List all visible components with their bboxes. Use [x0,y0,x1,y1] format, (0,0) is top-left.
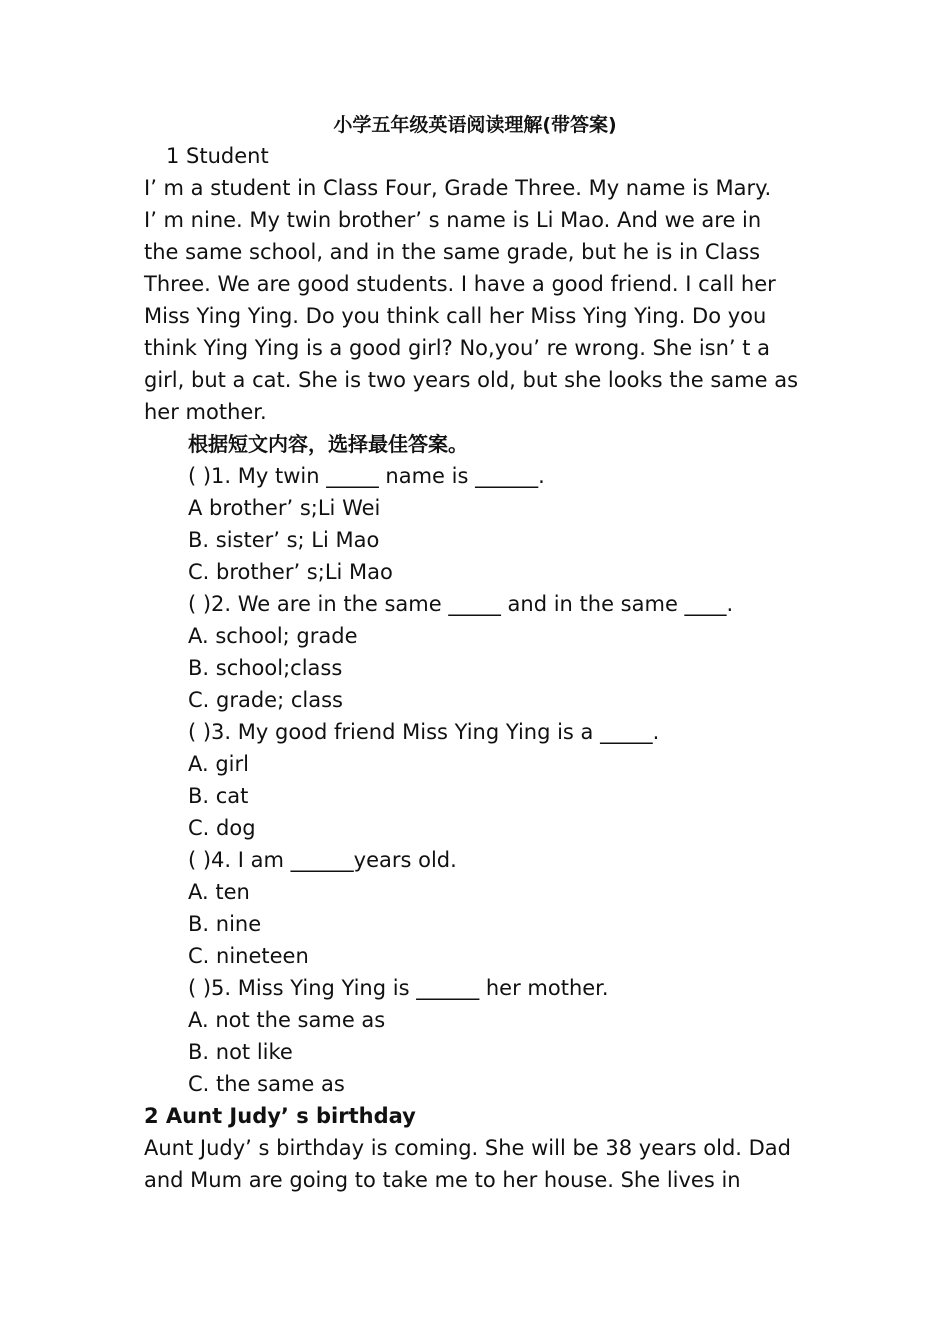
answer-option: A. school; grade [188,624,358,648]
answer-option: B. sister’ s; Li Mao [188,528,380,552]
question-stem: ( )3. My good friend Miss Ying Ying is a _____. [188,720,660,744]
passage-line: I’ m a student in Class Four, Grade Three. My name is Mary. [144,176,772,200]
instruction-heading: 根据短文内容，选择最佳答案。 [188,432,468,456]
document-body [144,140,824,1196]
answer-option: C. grade; class [188,688,343,712]
answer-option: A. girl [188,752,249,776]
passage-line: I’ m nine. My twin brother’ s name is Li Mao. And we are in [144,208,762,232]
answer-option: A. ten [188,880,250,904]
question-stem: ( )4. I am ______years old. [188,848,457,872]
question-stem: ( )1. My twin _____ name is ______. [188,464,545,488]
passage-line: Miss Ying Ying. Do you think call her Miss Ying Ying. Do you [144,304,767,328]
passage-line: her mother. [144,400,267,424]
section2-heading: 2 Aunt Judy’ s birthday [144,1104,416,1128]
answer-option: C. brother’ s;Li Mao [188,560,393,584]
passage-line: think Ying Ying is a good girl? No,you’ re wrong. She isn’ t a [144,336,771,360]
passage-line: and Mum are going to take me to her house. She lives in [144,1168,741,1192]
passage-line: girl, but a cat. She is two years old, but she looks the same as [144,368,799,392]
question-stem: ( )5. Miss Ying Ying is ______ her mother. [188,976,609,1000]
answer-option: B. not like [188,1040,293,1064]
passage-line: the same school, and in the same grade, but he is in Class [144,240,761,264]
answer-option: C. the same as [188,1072,345,1096]
document-title: 小学五年级英语阅读理解(带答案) [333,114,617,136]
passage-line: Aunt Judy’ s birthday is coming. She will be 38 years old. Dad [144,1136,792,1160]
answer-option: B. nine [188,912,262,936]
answer-option: B. cat [188,784,249,808]
passage-line: Three. We are good students. I have a good friend. I call her [144,272,776,296]
answer-option: A brother’ s;Li Wei [188,496,381,520]
question-stem: ( )2. We are in the same _____ and in the same ____. [188,592,734,616]
answer-option: C. dog [188,816,256,840]
answer-option: C. nineteen [188,944,309,968]
answer-option: B. school;class [188,656,343,680]
section1-heading: 1 Student [166,144,269,168]
answer-option: A. not the same as [188,1008,386,1032]
